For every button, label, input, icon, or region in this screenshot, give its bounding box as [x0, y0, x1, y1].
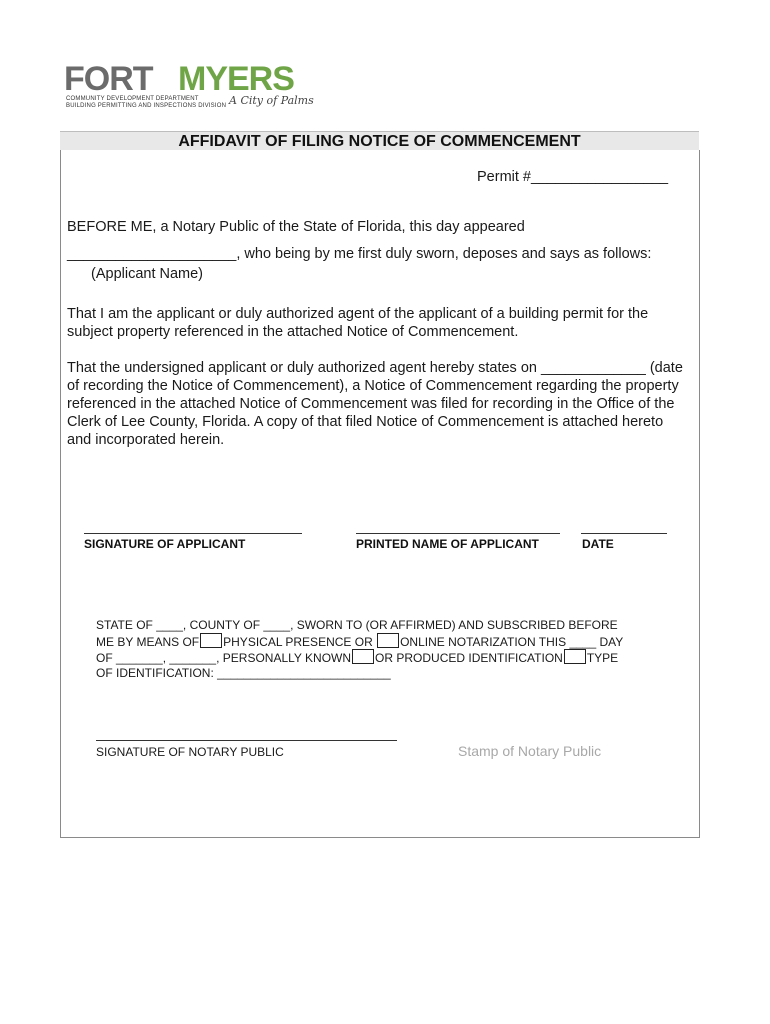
- notary-signature-label: SIGNATURE OF NOTARY PUBLIC: [96, 745, 284, 759]
- logo-department-text: [66, 96, 226, 110]
- personally-known-checkbox[interactable]: [352, 649, 374, 664]
- applicant-name-caption: (Applicant Name): [91, 266, 204, 282]
- produced-identification-text: OR PRODUCED IDENTIFICATION: [375, 651, 563, 665]
- logo-fort-text: FORT: [64, 60, 153, 98]
- fort-myers-logo: [64, 62, 324, 114]
- applicant-paragraph: That I am the applicant or duly authorized agent of the applicant of a building permit for the subject property referenced in the attached Notice of Commencement.: [67, 306, 649, 340]
- online-notarization-text: ONLINE NOTARIZATION THIS ____ DAY: [400, 635, 624, 649]
- printed-name-label: PRINTED NAME OF APPLICANT: [356, 537, 539, 551]
- logo-dept-line-1: COMMUNITY DEVELOPMENT DEPARTMENT: [66, 96, 199, 102]
- before-me-statement: BEFORE ME, a Notary Public of the State of Florida, this day appeared: [67, 219, 525, 235]
- produced-identification-checkbox[interactable]: [564, 649, 586, 664]
- date-line[interactable]: [581, 533, 667, 534]
- applicant-name-field[interactable]: _____________________, who being by me first duly sworn, deposes and says as follows:: [67, 246, 652, 262]
- physical-presence-text: PHYSICAL PRESENCE OR: [223, 635, 373, 649]
- identification-type-field[interactable]: OF IDENTIFICATION: __________________________: [96, 666, 391, 680]
- permit-number-field[interactable]: Permit #_________________: [477, 169, 669, 185]
- online-notarization-checkbox[interactable]: [377, 633, 399, 648]
- applicant-signature-line[interactable]: [84, 533, 302, 534]
- date-label: DATE: [582, 537, 614, 551]
- logo-myers-text: MYERS: [178, 60, 294, 98]
- notary-line-2: [96, 633, 623, 650]
- signature-of-applicant-label: SIGNATURE OF APPLICANT: [84, 537, 246, 551]
- recording-paragraph: That the undersigned applicant or duly authorized agent hereby states on _____________ (date of recording the Notice of Commencement), a Notice of Commencement regarding the property referenced in the attached Notice of Commencement was filed for recording in the Office of the Clerk of Lee County, Florida. A copy of that filed Notice of Commencement is attached hereto and incorporated herein.: [67, 360, 683, 448]
- notary-signature-line[interactable]: [96, 740, 397, 741]
- notary-line-1: STATE OF ____, COUNTY OF ____, SWORN TO (OR AFFIRMED) AND SUBSCRIBED BEFORE: [96, 618, 618, 632]
- logo-dept-line-2: BUILDING PERMITTING AND INSPECTIONS DIVISION: [66, 103, 227, 109]
- notary-line-3: [96, 649, 618, 666]
- logo-tagline: A City of Palms: [229, 94, 314, 107]
- form-title: AFFIDAVIT OF FILING NOTICE OF COMMENCEMENT: [60, 131, 699, 150]
- notary-stamp-area: Stamp of Notary Public: [458, 743, 602, 759]
- type-text: TYPE: [586, 651, 619, 665]
- personally-known-text: OF _______, _______, PERSONALLY KNOWN: [96, 651, 352, 665]
- physical-presence-checkbox[interactable]: [200, 633, 222, 648]
- printed-name-line[interactable]: [356, 533, 560, 534]
- means-of-text: ME BY MEANS OF: [96, 635, 200, 649]
